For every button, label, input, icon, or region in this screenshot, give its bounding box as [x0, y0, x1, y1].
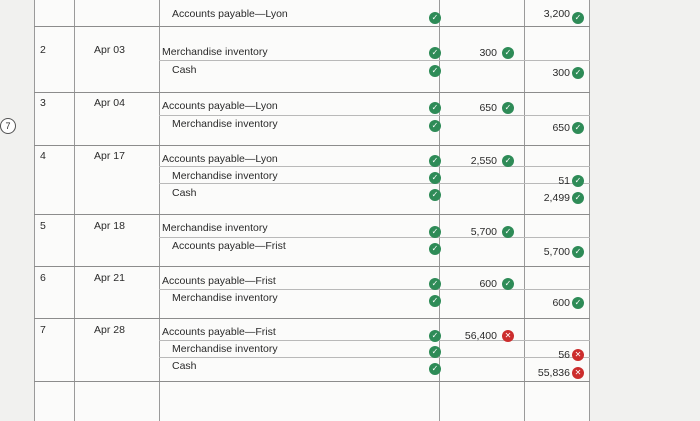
x-icon: ✕ [572, 349, 584, 361]
check-icon: ✓ [429, 295, 441, 307]
check-icon: ✓ [502, 278, 514, 290]
account-line[interactable]: Merchandise inventory [172, 343, 278, 355]
credit-value[interactable]: 51 [558, 175, 570, 187]
account-line[interactable]: Merchandise inventory [162, 46, 268, 58]
account-line[interactable]: Merchandise inventory [172, 170, 278, 182]
credit-value[interactable]: 56 [558, 349, 570, 361]
check-icon: ✓ [502, 155, 514, 167]
check-icon: ✓ [429, 47, 441, 59]
account-line[interactable]: Merchandise inventory [172, 118, 278, 130]
entry-no: 2 [40, 44, 46, 56]
check-icon: ✓ [429, 330, 441, 342]
debit-value[interactable]: 300 [479, 47, 497, 59]
account-line[interactable]: Merchandise inventory [172, 292, 278, 304]
account-line[interactable]: Accounts payable—Frist [162, 326, 276, 338]
debit-value[interactable]: 56,400 [464, 330, 497, 342]
credit-value[interactable]: 650 [552, 122, 570, 134]
check-icon: ✓ [429, 120, 441, 132]
debit-value[interactable]: 650 [479, 102, 497, 114]
account-line[interactable]: Accounts payable—Frist [172, 240, 286, 252]
check-icon: ✓ [429, 363, 441, 375]
debit-value[interactable]: 600 [479, 278, 497, 290]
top-credit-value[interactable]: 3,200 [543, 8, 570, 20]
account-line[interactable]: Accounts payable—Lyon [162, 100, 278, 112]
debit-value[interactable]: 5,700 [470, 226, 497, 238]
check-icon: ✓ [572, 192, 584, 204]
entry-date: Apr 03 [94, 44, 125, 56]
debit-value[interactable]: 2,550 [470, 155, 497, 167]
top-account: Accounts payable—Lyon [172, 8, 288, 20]
entry-date: Apr 17 [94, 150, 125, 162]
entry-no: 7 [40, 324, 46, 336]
check-icon: ✓ [429, 65, 441, 77]
account-line[interactable]: Merchandise inventory [162, 222, 268, 234]
check-icon: ✓ [429, 12, 441, 24]
credit-value[interactable]: 600 [552, 297, 570, 309]
check-icon: ✓ [502, 102, 514, 114]
x-icon: ✕ [572, 367, 584, 379]
check-icon: ✓ [429, 278, 441, 290]
entry-date: Apr 18 [94, 220, 125, 232]
check-icon: ✓ [572, 12, 584, 24]
check-icon: ✓ [429, 346, 441, 358]
credit-value[interactable]: 300 [552, 67, 570, 79]
entry-date: Apr 04 [94, 97, 125, 109]
account-line[interactable]: Cash [172, 187, 197, 199]
check-icon: ✓ [429, 243, 441, 255]
check-icon: ✓ [572, 175, 584, 187]
check-icon: ✓ [429, 155, 441, 167]
entry-date: Apr 28 [94, 324, 125, 336]
check-icon: ✓ [429, 102, 441, 114]
account-line[interactable]: Cash [172, 360, 197, 372]
credit-value[interactable]: 2,499 [543, 192, 570, 204]
entry-no: 3 [40, 97, 46, 109]
check-icon: ✓ [429, 189, 441, 201]
check-icon: ✓ [502, 47, 514, 59]
credit-value[interactable]: 5,700 [543, 246, 570, 258]
x-icon: ✕ [502, 330, 514, 342]
entry-date: Apr 21 [94, 272, 125, 284]
question-marker: 7 [0, 118, 16, 134]
account-line[interactable]: Accounts payable—Frist [162, 275, 276, 287]
entry-no: 6 [40, 272, 46, 284]
check-icon: ✓ [572, 297, 584, 309]
entry-no: 4 [40, 150, 46, 162]
check-icon: ✓ [502, 226, 514, 238]
check-icon: ✓ [429, 172, 441, 184]
check-icon: ✓ [572, 246, 584, 258]
credit-value[interactable]: 55,836 [537, 367, 570, 379]
account-line[interactable]: Cash [172, 64, 197, 76]
check-icon: ✓ [572, 67, 584, 79]
entry-no: 5 [40, 220, 46, 232]
check-icon: ✓ [429, 226, 441, 238]
account-line[interactable]: Accounts payable—Lyon [162, 153, 278, 165]
journal-table [34, 0, 590, 421]
check-icon: ✓ [572, 122, 584, 134]
